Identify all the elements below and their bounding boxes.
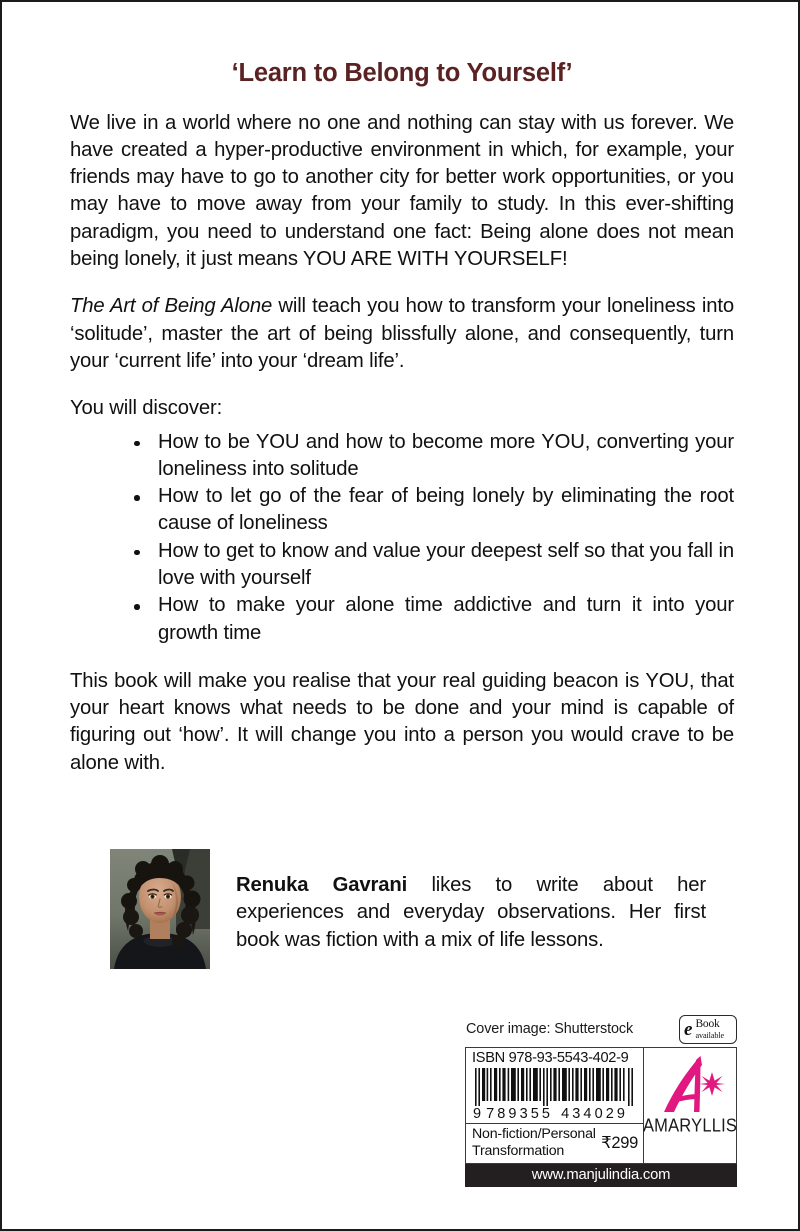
closing-paragraph: This book will make you realise that your real guiding beacon is YOU, that your heart knows what needs to be done and your mind is capable of figuring out ‘how’. It will change you into a person you would crave to be alone with. [70,669,734,774]
book-description-rest: will teach you how to transform your loneliness into ‘solitude’, master the art of being blissfully alone, and consequently, turn your ‘current life’ into your ‘dream life’. [70,295,734,372]
ebook-e-glyph: e [684,1019,693,1040]
price-label: ₹299 [601,1134,638,1152]
ebook-badge-text [695,1019,724,1040]
colophon-top-row [465,1015,737,1047]
page-title: ‘Learn to Belong to Yourself’ [231,59,573,87]
barcode-box [465,1047,737,1164]
category-price-row [466,1123,643,1163]
author-block [110,849,734,969]
discover-bullet-list [70,429,734,647]
barcode-digit-lead: 9 [473,1106,482,1122]
author-name: Renuka Gavrani [236,874,408,896]
list-item: How to get to know and value your deepest self so that you fall in love with yourself [134,538,734,593]
barcode-digit-group-1: 789355 [486,1106,554,1122]
author-bio [236,849,706,954]
list-item: How to let go of the fear of being lonely by eliminating the root cause of loneliness [134,483,734,538]
publisher-website[interactable]: www.manjulindia.com [465,1164,737,1187]
book-category [472,1126,596,1160]
author-bio-text: likes to write about her experiences and everyday observations. Her first book was fiction with a mix of life lessons. [236,874,706,951]
barcode-human-readable-digits [466,1106,643,1123]
publisher-logo-cell [644,1048,736,1163]
amaryllis-a-star-icon [653,1054,727,1116]
book-category-line2: Transformation [472,1143,565,1159]
barcode-bars [466,1066,643,1106]
book-title-italic: The Art of Being Alone [70,295,273,318]
ebook-available-badge [679,1015,737,1044]
publisher-name: AMARYLLIS [642,1115,738,1137]
ebook-badge-line2: available [695,1030,725,1040]
book-description-paragraph [70,293,734,375]
cover-image-credit: Cover image: Shutterstock [466,1021,634,1037]
book-category-line1: Non-fiction/Personal [472,1126,596,1142]
author-photo [110,849,210,969]
cover-content [70,2,734,777]
list-item: How to be YOU and how to become more YOU, converting your loneliness into solitude [134,429,734,484]
barcode-left-column [466,1048,644,1163]
discover-intro-text: You will discover: [70,397,223,420]
list-item: How to make your alone time addictive and turn it into your growth time [134,592,734,647]
barcode-digit-group-2: 434029 [561,1106,629,1122]
colophon-block [465,1015,737,1187]
intro-paragraph: We live in a world where no one and nothing can stay with us forever. We have created a hyper-productive environment in which, for example, your friends may have to go to another city for better work opportunities, or you may have to move away from your family to study. In this ever-shifting paradigm, you need to understand one fact: Being alone does not mean being lonely, it just means YOU ARE WITH YOURSELF! [70,111,734,271]
isbn-number: ISBN 978-93-5543-402-9 [472,1050,629,1066]
ebook-badge-line1: Book [695,1018,720,1031]
